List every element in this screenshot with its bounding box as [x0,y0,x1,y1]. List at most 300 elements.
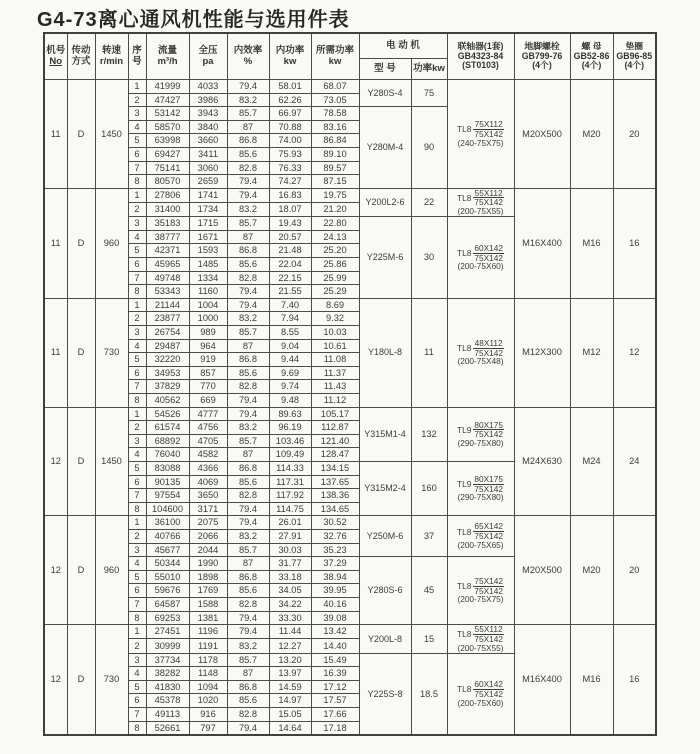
coupling-type: TL8 [457,343,472,353]
required-power-cell: 87.15 [311,175,359,189]
washer-cell: 12 [613,298,656,407]
efficiency-cell: 83.2 [227,529,269,543]
pressure-cell: 3060 [189,161,227,175]
required-power-cell: 17.57 [311,694,359,708]
coupling-cell [447,557,514,625]
pressure-cell: 4366 [189,461,227,475]
seq-cell: 6 [128,147,146,161]
required-power-cell: 83.16 [311,120,359,134]
required-power-cell: 121.40 [311,434,359,448]
speed-cell: 1450 [95,407,128,516]
coupling-note: (290-75X80) [457,492,504,503]
efficiency-cell: 86.8 [227,353,269,367]
pressure-cell: 1741 [189,188,227,202]
motor-power-cell: 11 [411,298,447,407]
coupling-note: (200-75X48) [457,356,504,367]
seq-cell: 4 [128,667,146,681]
pressure-cell: 1020 [189,694,227,708]
required-power-cell: 10.03 [311,326,359,340]
coupling-type: TL8 [457,526,472,537]
seq-cell: 5 [128,244,146,258]
internal-power-cell: 14.59 [269,680,311,694]
coupling-cell [447,516,514,557]
required-power-cell: 73.05 [311,93,359,107]
flow-cell: 76040 [146,448,189,462]
seq-cell: 2 [128,93,146,107]
efficiency-cell: 82.8 [227,597,269,611]
table-row [44,516,656,530]
seq-cell: 7 [128,597,146,611]
required-power-cell: 11.37 [311,366,359,380]
nut-cell: M16 [570,188,613,298]
flow-cell: 37734 [146,653,189,667]
efficiency-cell: 87 [227,557,269,571]
efficiency-cell: 85.7 [227,217,269,231]
coupling-note: (200-75X55) [457,642,504,653]
flow-cell: 26754 [146,326,189,340]
seq-cell: 3 [128,107,146,121]
internal-power-cell: 14.97 [269,694,311,708]
washer-cell: 24 [613,407,656,516]
seq-cell: 8 [128,721,146,735]
pressure-cell: 1593 [189,244,227,258]
efficiency-cell: 79.4 [227,407,269,421]
internal-power-cell: 13.97 [269,667,311,681]
flow-cell: 49748 [146,271,189,285]
required-power-cell: 13.42 [311,625,359,639]
flow-cell: 29487 [146,339,189,353]
coupling-cell [447,188,514,217]
efficiency-cell: 79.4 [227,80,269,94]
table-body [44,80,656,736]
flow-cell: 61574 [146,421,189,435]
pressure-cell: 1334 [189,271,227,285]
nut-cell: M20 [570,516,613,625]
efficiency-cell: 79.4 [227,516,269,530]
motor-model-cell: Y315M2-4 [359,461,411,515]
fan-selection-table [43,32,657,736]
washer-cell: 16 [613,188,656,298]
flow-cell: 32220 [146,353,189,367]
anchor-bolt-cell: M12X300 [514,298,570,407]
seq-cell: 7 [128,489,146,503]
efficiency-cell: 85.6 [227,258,269,272]
efficiency-cell: 82.8 [227,708,269,722]
internal-power-cell: 33.18 [269,570,311,584]
motor-model-cell: Y250M-6 [359,516,411,557]
seq-cell: 6 [128,258,146,272]
pressure-cell: 4756 [189,421,227,435]
coupling-type: TL8 [457,247,472,258]
coupling-cell [447,80,514,189]
motor-power-cell: 160 [411,461,447,515]
internal-power-cell: 22.15 [269,271,311,285]
motor-power-cell: 37 [411,516,447,557]
coupling-type: TL9 [457,478,472,489]
flow-cell: 54526 [146,407,189,421]
required-power-cell: 134.15 [311,461,359,475]
internal-power-cell: 9.48 [269,394,311,408]
drive-mode-cell: D [67,625,95,736]
motor-power-cell: 15 [411,625,447,654]
efficiency-cell: 82.8 [227,271,269,285]
pressure-cell: 3660 [189,134,227,148]
pressure-cell: 857 [189,366,227,380]
pressure-cell: 770 [189,380,227,394]
flow-cell: 50344 [146,557,189,571]
internal-power-cell: 114.75 [269,502,311,516]
header-anchor-bolt: 地脚螺栓 GB799-76 (4个) [514,33,570,80]
flow-cell: 64587 [146,597,189,611]
header-flow: 流量 m³/h [146,33,189,80]
required-power-cell: 89.57 [311,161,359,175]
efficiency-cell: 79.4 [227,394,269,408]
internal-power-cell: 15.05 [269,708,311,722]
efficiency-cell: 86.8 [227,461,269,475]
internal-power-cell: 14.64 [269,721,311,735]
efficiency-cell: 82.8 [227,380,269,394]
coupling-cell [447,217,514,299]
seq-cell: 2 [128,312,146,326]
coupling-size-fraction: $\frac{55X112}{75X142}$ [474,624,503,644]
motor-power-cell: 18.5 [411,653,447,735]
flow-cell: 75141 [146,161,189,175]
required-power-cell: 17.18 [311,721,359,735]
flow-cell: 36100 [146,516,189,530]
coupling-size-fraction: $\frac{75X112}{75X142}$ [474,119,503,139]
pressure-cell: 1485 [189,258,227,272]
seq-cell: 5 [128,680,146,694]
pressure-cell: 3986 [189,93,227,107]
header-motor: 电 动 机 [359,33,447,59]
seq-cell: 1 [128,298,146,312]
required-power-cell: 30.52 [311,516,359,530]
efficiency-cell: 87 [227,120,269,134]
page-title: G4-73离心通风机性能与选用件表 [37,9,350,31]
motor-model-cell: Y280M-4 [359,107,411,189]
required-power-cell: 24.13 [311,230,359,244]
efficiency-cell: 83.2 [227,312,269,326]
coupling-size-fraction: $\frac{65X142}{75X142}$ [474,521,503,542]
efficiency-cell: 85.6 [227,584,269,598]
nut-cell: M20 [570,80,613,189]
coupling-size-fraction: $\frac{80X175}{75X142}$ [474,473,503,494]
header-seq: 序 号 [128,33,146,80]
internal-power-cell: 109.49 [269,448,311,462]
pressure-cell: 1588 [189,597,227,611]
required-power-cell: 11.08 [311,353,359,367]
anchor-bolt-cell: M24X630 [514,407,570,516]
header-drive-mode: 传动 方式 [67,33,95,80]
machine-no-cell: 12 [44,516,67,625]
seq-cell: 1 [128,625,146,639]
seq-cell: 2 [128,203,146,217]
seq-cell: 3 [128,543,146,557]
machine-no-cell: 11 [44,298,67,407]
flow-cell: 23877 [146,312,189,326]
internal-power-cell: 114.33 [269,461,311,475]
required-power-cell: 8.69 [311,298,359,312]
coupling-cell [447,625,514,654]
efficiency-cell: 79.4 [227,625,269,639]
pressure-cell: 1769 [189,584,227,598]
coupling-cell [447,407,514,461]
motor-power-cell: 90 [411,107,447,189]
header-efficiency: 内效率 % [227,33,269,80]
motor-model-cell: Y315M1-4 [359,407,411,461]
internal-power-cell: 9.04 [269,339,311,353]
required-power-cell: 138.36 [311,489,359,503]
internal-power-cell: 21.48 [269,244,311,258]
pressure-cell: 2044 [189,543,227,557]
pressure-cell: 3171 [189,502,227,516]
table-header [44,33,656,80]
seq-cell: 4 [128,120,146,134]
seq-cell: 5 [128,353,146,367]
internal-power-cell: 8.55 [269,326,311,340]
table-row [44,298,656,312]
required-power-cell: 39.95 [311,584,359,598]
seq-cell: 5 [128,134,146,148]
flow-cell: 58570 [146,120,189,134]
internal-power-cell: 70.88 [269,120,311,134]
header-motor-model: 型 号 [359,59,411,80]
seq-cell: 1 [128,407,146,421]
internal-power-cell: 117.92 [269,489,311,503]
required-power-cell: 14.40 [311,639,359,653]
efficiency-cell: 82.8 [227,161,269,175]
flow-cell: 41999 [146,80,189,94]
table-row [44,80,656,94]
flow-cell: 38282 [146,667,189,681]
efficiency-cell: 83.2 [227,93,269,107]
washer-cell: 20 [613,80,656,189]
internal-power-cell: 76.33 [269,161,311,175]
required-power-cell: 22.80 [311,217,359,231]
motor-model-cell: Y280S-6 [359,557,411,625]
flow-cell: 27806 [146,188,189,202]
flow-cell: 40562 [146,394,189,408]
motor-model-cell: Y225S-8 [359,653,411,735]
coupling-note: (240-75X75) [457,137,504,148]
seq-cell: 3 [128,217,146,231]
header-washer: 垫圈 GB96-85 (4个) [613,33,656,80]
pressure-cell: 1671 [189,230,227,244]
internal-power-cell: 34.22 [269,597,311,611]
pressure-cell: 2066 [189,529,227,543]
required-power-cell: 16.39 [311,667,359,681]
seq-cell: 4 [128,557,146,571]
internal-power-cell: 16.83 [269,188,311,202]
pressure-cell: 4582 [189,448,227,462]
required-power-cell: 37.29 [311,557,359,571]
flow-cell: 59676 [146,584,189,598]
required-power-cell: 137.65 [311,475,359,489]
internal-power-cell: 13.20 [269,653,311,667]
required-power-cell: 86.84 [311,134,359,148]
required-power-cell: 68.07 [311,80,359,94]
table-row [44,625,656,639]
coupling-note: (200-75X60) [457,261,504,272]
header-nut: 螺 母 GB52-86 (4个) [570,33,613,80]
internal-power-cell: 9.69 [269,366,311,380]
seq-cell: 8 [128,394,146,408]
internal-power-cell: 62.26 [269,93,311,107]
efficiency-cell: 85.7 [227,543,269,557]
washer-cell: 16 [613,625,656,736]
speed-cell: 730 [95,625,128,736]
seq-cell: 6 [128,584,146,598]
seq-cell: 5 [128,461,146,475]
internal-power-cell: 9.44 [269,353,311,367]
pressure-cell: 4069 [189,475,227,489]
internal-power-cell: 21.55 [269,285,311,299]
flow-cell: 69253 [146,611,189,625]
efficiency-cell: 85.7 [227,653,269,667]
coupling-type: TL8 [457,192,472,203]
coupling-type: TL8 [457,629,472,640]
efficiency-cell: 85.7 [227,107,269,121]
motor-power-cell: 45 [411,557,447,625]
seq-cell: 4 [128,448,146,462]
coupling-note: (200-75X55) [457,206,504,217]
internal-power-cell: 30.03 [269,543,311,557]
pressure-cell: 1094 [189,680,227,694]
flow-cell: 49113 [146,708,189,722]
pressure-cell: 1898 [189,570,227,584]
efficiency-cell: 87 [227,448,269,462]
coupling-size-fraction: $\frac{75X142}{75X142}$ [474,575,503,596]
speed-cell: 1450 [95,80,128,189]
pressure-cell: 1191 [189,639,227,653]
required-power-cell: 11.12 [311,394,359,408]
flow-cell: 69427 [146,147,189,161]
required-power-cell: 25.86 [311,258,359,272]
header-pressure: 全压 pa [189,33,227,80]
required-power-cell: 25.99 [311,271,359,285]
seq-cell: 6 [128,694,146,708]
required-power-cell: 17.66 [311,708,359,722]
coupling-type: TL8 [457,580,472,591]
internal-power-cell: 66.97 [269,107,311,121]
seq-cell: 3 [128,434,146,448]
pressure-cell: 1148 [189,667,227,681]
efficiency-cell: 85.6 [227,366,269,380]
internal-power-cell: 18.07 [269,203,311,217]
flow-cell: 45378 [146,694,189,708]
pressure-cell: 4033 [189,80,227,94]
pressure-cell: 1160 [189,285,227,299]
internal-power-cell: 7.94 [269,312,311,326]
drive-mode-cell: D [67,407,95,516]
efficiency-cell: 85.7 [227,434,269,448]
internal-power-cell: 9.74 [269,380,311,394]
internal-power-cell: 19.43 [269,217,311,231]
flow-cell: 42371 [146,244,189,258]
drive-mode-cell: D [67,80,95,189]
coupling-cell [447,653,514,735]
coupling-type: TL8 [457,684,472,695]
required-power-cell: 9.32 [311,312,359,326]
coupling-note: (200-75X65) [457,539,504,550]
flow-cell: 35183 [146,217,189,231]
washer-cell: 20 [613,516,656,625]
coupling-type: TL8 [457,124,472,135]
drive-mode-cell: D [67,516,95,625]
flow-cell: 45677 [146,543,189,557]
flow-cell: 63998 [146,134,189,148]
anchor-bolt-cell: M16X400 [514,625,570,736]
nut-cell: M24 [570,407,613,516]
machine-no-cell: 12 [44,625,67,736]
coupling-type: TL9 [457,424,472,435]
coupling-cell [447,298,514,407]
pressure-cell: 2659 [189,175,227,189]
anchor-bolt-cell: M20X500 [514,80,570,189]
motor-power-cell: 132 [411,407,447,461]
efficiency-cell: 83.2 [227,421,269,435]
pressure-cell: 1000 [189,312,227,326]
internal-power-cell: 75.93 [269,147,311,161]
seq-cell: 7 [128,380,146,394]
motor-power-cell: 75 [411,80,447,107]
machine-no-cell: 11 [44,188,67,298]
pressure-cell: 3650 [189,489,227,503]
flow-cell: 34953 [146,366,189,380]
motor-model-cell: Y180L-8 [359,298,411,407]
efficiency-cell: 79.4 [227,188,269,202]
internal-power-cell: 33.30 [269,611,311,625]
efficiency-cell: 85.6 [227,147,269,161]
efficiency-cell: 86.8 [227,134,269,148]
pressure-cell: 1004 [189,298,227,312]
required-power-cell: 15.49 [311,653,359,667]
speed-cell: 730 [95,298,128,407]
coupling-size-fraction: $\frac{60X142}{75X142}$ [474,679,503,699]
seq-cell: 8 [128,502,146,516]
flow-cell: 90135 [146,475,189,489]
seq-cell: 8 [128,285,146,299]
internal-power-cell: 31.77 [269,557,311,571]
coupling-size-fraction: $\frac{48X112}{75X142}$ [474,337,503,358]
anchor-bolt-cell: M20X500 [514,516,570,625]
required-power-cell: 25.29 [311,285,359,299]
seq-cell: 6 [128,366,146,380]
motor-model-cell: Y280S-4 [359,80,411,107]
internal-power-cell: 7.40 [269,298,311,312]
table-row [44,407,656,421]
machine-no-cell: 12 [44,407,67,516]
header-machine-no: 机号 No [44,33,67,80]
internal-power-cell: 74.00 [269,134,311,148]
flow-cell: 31400 [146,203,189,217]
flow-cell: 21144 [146,298,189,312]
seq-cell: 1 [128,188,146,202]
seq-cell: 4 [128,339,146,353]
required-power-cell: 35.23 [311,543,359,557]
coupling-cell [447,461,514,515]
anchor-bolt-cell: M16X400 [514,188,570,298]
pressure-cell: 2075 [189,516,227,530]
internal-power-cell: 26.01 [269,516,311,530]
flow-cell: 47427 [146,93,189,107]
efficiency-cell: 85.7 [227,326,269,340]
efficiency-cell: 87 [227,339,269,353]
pressure-cell: 916 [189,708,227,722]
flow-cell: 53142 [146,107,189,121]
seq-cell: 2 [128,639,146,653]
seq-cell: 1 [128,516,146,530]
